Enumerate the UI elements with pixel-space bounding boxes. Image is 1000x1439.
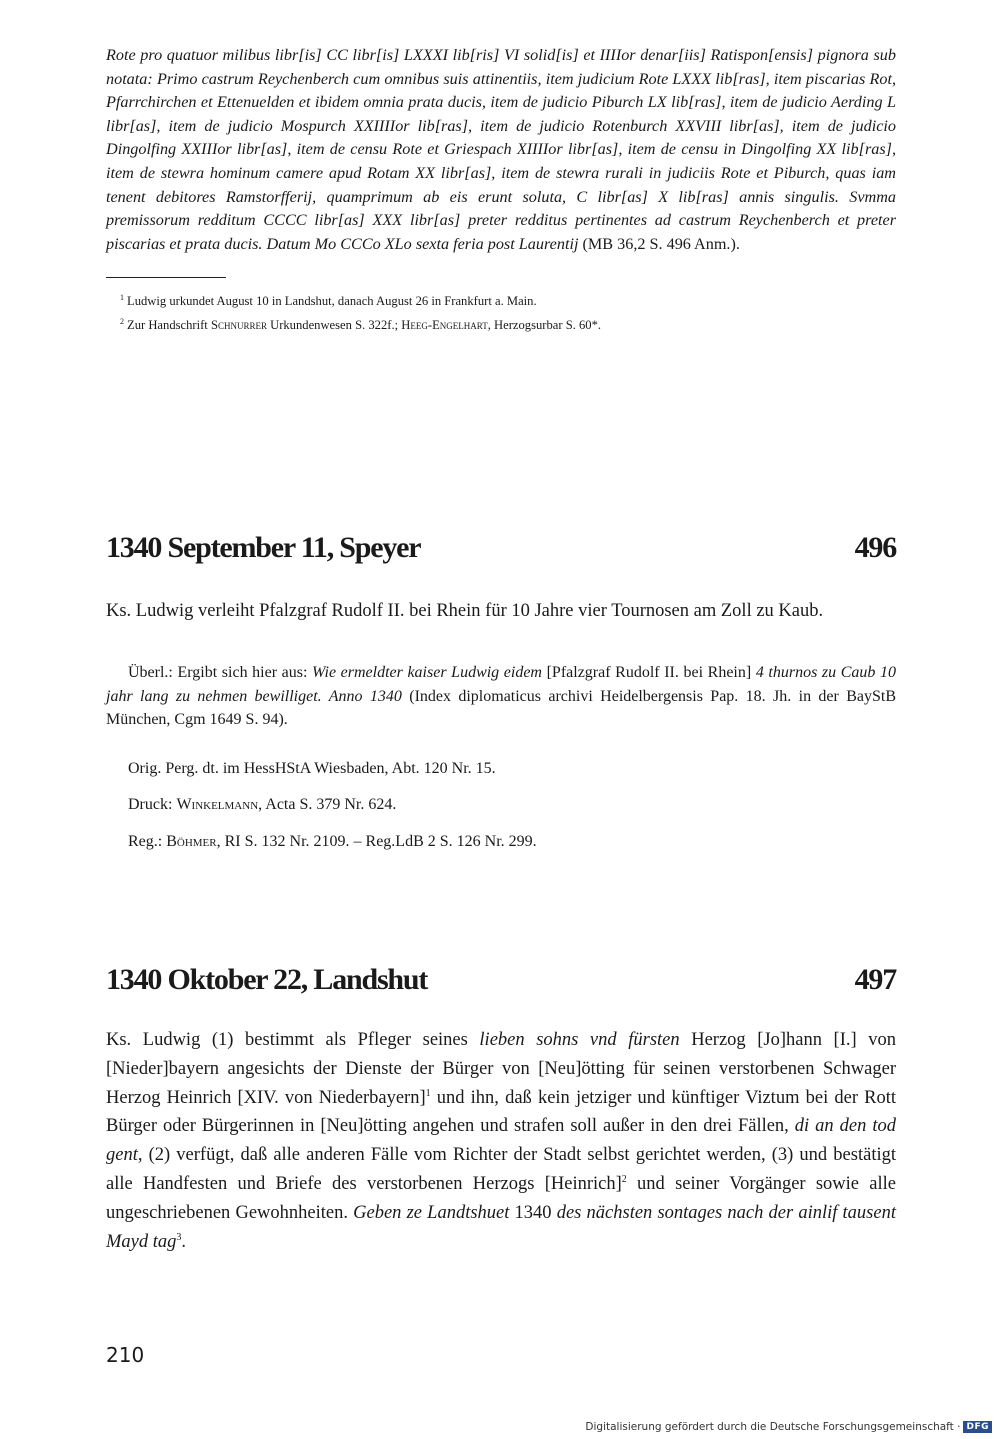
footnote-1-text: Ludwig urkundet August 10 in Landshut, danach August 26 in Frankfurt a. Main.: [127, 294, 537, 309]
latin-quotation: [106, 44, 896, 256]
entry-496-number: 496: [854, 531, 896, 564]
footnote-2: [120, 312, 896, 335]
s2-italic-3: Geben ze Landtshuet: [353, 1202, 510, 1223]
reg-author: Böhmer: [166, 833, 217, 850]
entry-496-date-place: 1340 September 11, Speyer: [106, 531, 421, 564]
footnote-1-number: 1: [120, 293, 124, 303]
entry-497-number: 497: [854, 963, 896, 996]
s2-part-6: 1340: [509, 1202, 557, 1223]
s2-part-3: und ihn, daß kein jetziger und künftiger Viztum bei der Rott Bürger oder Bürgerinnen in [Neu]ötting angehen und strafen soll außer in den drei Fällen,: [106, 1087, 896, 1137]
druck-author: Winkelmann: [176, 796, 259, 813]
latin-body: Rote pro quatuor milibus libr[is] CC libr[is] LXXXI lib[ris] VI solid[is] et IIIIor denar[iis] Ratispon[ensis] pignora sub notata: Primo castrum Reychenberch cum omnibus suis attinentiis, item judicium Rote LXXX lib[ras], item piscarias Rot, Pfarrchirchen et Ettenuelden et ibidem omnia prata ducis, item de judicio Piburch LX lib[ras], item de judicio Aerding L libr[as], item de judicio Mospurch XXIIIIor lib[ras], item de judicio Rotenburch XXVIII libr[as], item de judicio Dingolfing XXIIIor libr[as], item de censu Rote et Griespach XIIIIor libr[as], item de censu in Dingolfing XX lib[ras], item de stewra hominum camere apud Rotam XX libr[as], item de stewra rurali in judiciis Rote et Piburch, quas iam tenent debitores Ramstorfferij, quamprimum ab eis erunt soluta, C libr[as] X lib[ras] annis singulis. Svmma premissorum redditum CCCC libr[as] XXX libr[as] preter redditus pertinentes ad castrum Reychenberch et preter piscarias et prata ducis. Datum Mo CCCo XLo sexta feria post Laurentij: [106, 46, 896, 253]
s2-part-1: Ks. Ludwig (1) bestimmt als Pfleger seines: [106, 1030, 480, 1050]
reg-label: Reg.:: [128, 833, 167, 850]
reg-ref: , RI S. 132 Nr. 2109. – Reg.LdB 2 S. 126 Nr. 299.: [216, 833, 537, 850]
digitization-footer: [585, 1421, 992, 1433]
s2-italic-1: lieben sohns vnd fürsten: [479, 1030, 680, 1050]
uberl-source: (Index diplomaticus archivi Heidelbergensis Pap. 18. Jh. in der BayStB München, Cgm 1649 S. 94).: [106, 687, 897, 728]
footnote-ref-3: 3: [176, 1231, 182, 1243]
entry-496-uberlieferung: [106, 661, 896, 732]
footnote-2-author-1: Schnurrer: [210, 317, 267, 332]
entry-497-heading: [106, 963, 896, 997]
footnote-divider: [106, 277, 226, 278]
entry-496-heading: [106, 531, 896, 565]
s2-italic-2: di an den tod gent,: [106, 1116, 896, 1166]
s2-part-5: und seiner Vorgänger sowie alle ungeschriebenen Gewohnheiten.: [106, 1173, 896, 1223]
uberl-quote-2: 4 thurnos zu Caub 10 jahr lang zu nehmen bewilliget. Anno 1340: [106, 664, 897, 705]
footnote-2-number: 2: [120, 316, 124, 326]
uberl-label: Überl.: Ergibt sich hier aus:: [128, 664, 313, 681]
footnote-2-text-end: , Herzogsurbar S. 60*.: [487, 317, 602, 332]
page-content: [106, 44, 896, 335]
s2-part-4: (2) verfügt, daß alle anderen Fälle vom Richter der Stadt selbst gerichtet werden, (3) und bestätigt alle Handfesten und Briefe des verstorbenen Herzogs [Heinrich]: [106, 1145, 896, 1194]
footnote-ref-2: 2: [621, 1173, 627, 1185]
entry-496-summary: Ks. Ludwig verleiht Pfalzgraf Rudolf II. bei Rhein für 10 Jahre vier Tournosen am Zoll zu Kaub.: [106, 601, 824, 621]
uberl-mid: [Pfalzgraf Rudolf II. bei Rhein]: [542, 664, 756, 681]
dfg-logo: DFG: [963, 1421, 992, 1433]
entry-497-summary: [106, 1026, 896, 1256]
uberl-quote-1: Wie ermeldter kaiser Ludwig eidem: [312, 664, 542, 681]
latin-citation: (MB 36,2 S. 496 Anm.).: [582, 234, 740, 253]
s2-part-7: .: [181, 1231, 187, 1252]
footnote-1: [120, 288, 896, 311]
entry-496-regest: [128, 830, 918, 854]
footnote-2-text: Zur Handschrift: [127, 317, 211, 332]
s2-italic-4: des nächsten sontages nach der ainlif tausent Mayd tag: [106, 1202, 896, 1252]
page-number: 210: [106, 1343, 145, 1367]
entry-496-original: Orig. Perg. dt. im HessHStA Wiesbaden, Abt. 120 Nr. 15.: [128, 760, 496, 777]
s2-part-2: Herzog [Jo]hann [I.] von [Nieder]bayern angesichts der Dienste der Bürger von [Neu]ötting für seinen verstorbenen Schwager Herzog Heinrich [XIV. von Niederbayern]: [106, 1030, 896, 1108]
druck-label: Druck:: [128, 796, 177, 813]
druck-ref: , Acta S. 379 Nr. 624.: [258, 796, 397, 813]
footer-text: Digitalisierung gefördert durch die Deutsche Forschungsgemeinschaft ·: [585, 1421, 961, 1433]
footnote-ref-1: 1: [425, 1087, 431, 1099]
footnote-2-text-mid: Urkundenwesen S. 322f.;: [266, 317, 402, 332]
entry-496-druck: [128, 793, 918, 817]
entry-497-date-place: 1340 Oktober 22, Landshut: [106, 963, 428, 996]
footnote-2-author-2: Heeg-Engelhart: [401, 317, 488, 332]
